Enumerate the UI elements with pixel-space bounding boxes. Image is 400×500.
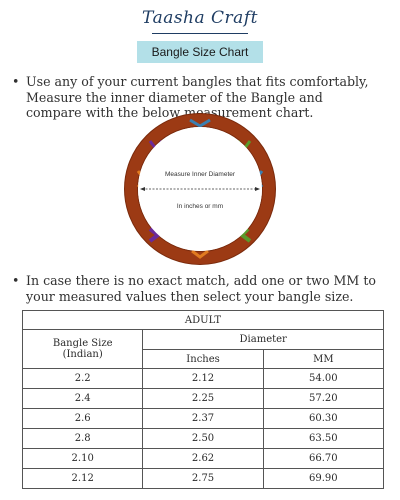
mm-header: MM xyxy=(263,350,383,369)
mm-cell: 63.50 xyxy=(263,429,383,449)
mm-cell: 57.20 xyxy=(263,389,383,409)
diagram-label-top: Measure Inner Diameter xyxy=(164,171,236,178)
size-chart-table xyxy=(22,310,384,489)
diagram-label-bottom: In inches or mm xyxy=(176,203,224,210)
table-row xyxy=(23,429,384,449)
inches-header: Inches xyxy=(143,350,263,369)
page-title: Bangle Size Chart xyxy=(137,41,263,63)
inches-cell: 2.12 xyxy=(143,369,263,389)
size-cell: 2.4 xyxy=(23,389,143,409)
mm-cell: 54.00 xyxy=(263,369,383,389)
inches-cell: 2.37 xyxy=(143,409,263,429)
instruction-text-2: In case there is no exact match, add one or two MM to your measured values then select your bangle size. xyxy=(26,273,376,304)
bullet-dot: • xyxy=(12,74,20,89)
mm-cell: 69.90 xyxy=(263,469,383,489)
inches-cell: 2.75 xyxy=(143,469,263,489)
size-cell: 2.12 xyxy=(23,469,143,489)
size-header-line1: Bangle Size xyxy=(52,338,113,349)
table-row xyxy=(23,409,384,429)
inches-cell: 2.50 xyxy=(143,429,263,449)
brand-logo: Taasha Craft xyxy=(142,8,258,28)
table-row xyxy=(23,469,384,489)
diameter-header: Diameter xyxy=(143,330,384,350)
instruction-bullet-2 xyxy=(12,273,382,304)
table-row xyxy=(23,369,384,389)
instruction-text-1: Use any of your current bangles that fits comfortably, Measure the inner diameter of the Bangle and compare with the below measurement chart. xyxy=(26,74,369,120)
size-cell: 2.2 xyxy=(23,369,143,389)
brand-underline xyxy=(152,33,248,34)
table-row xyxy=(23,389,384,409)
table-group-title: ADULT xyxy=(23,311,384,330)
size-header-line2: (Indian) xyxy=(62,349,103,360)
size-cell: 2.6 xyxy=(23,409,143,429)
size-cell: 2.8 xyxy=(23,429,143,449)
size-column-header xyxy=(23,330,143,369)
mm-cell: 60.30 xyxy=(263,409,383,429)
inches-cell: 2.62 xyxy=(143,449,263,469)
table-row xyxy=(23,449,384,469)
size-cell: 2.10 xyxy=(23,449,143,469)
bangle-diagram xyxy=(120,111,280,267)
mm-cell: 66.70 xyxy=(263,449,383,469)
bangle-illustration xyxy=(120,111,280,267)
inches-cell: 2.25 xyxy=(143,389,263,409)
bullet-dot: • xyxy=(12,273,20,288)
